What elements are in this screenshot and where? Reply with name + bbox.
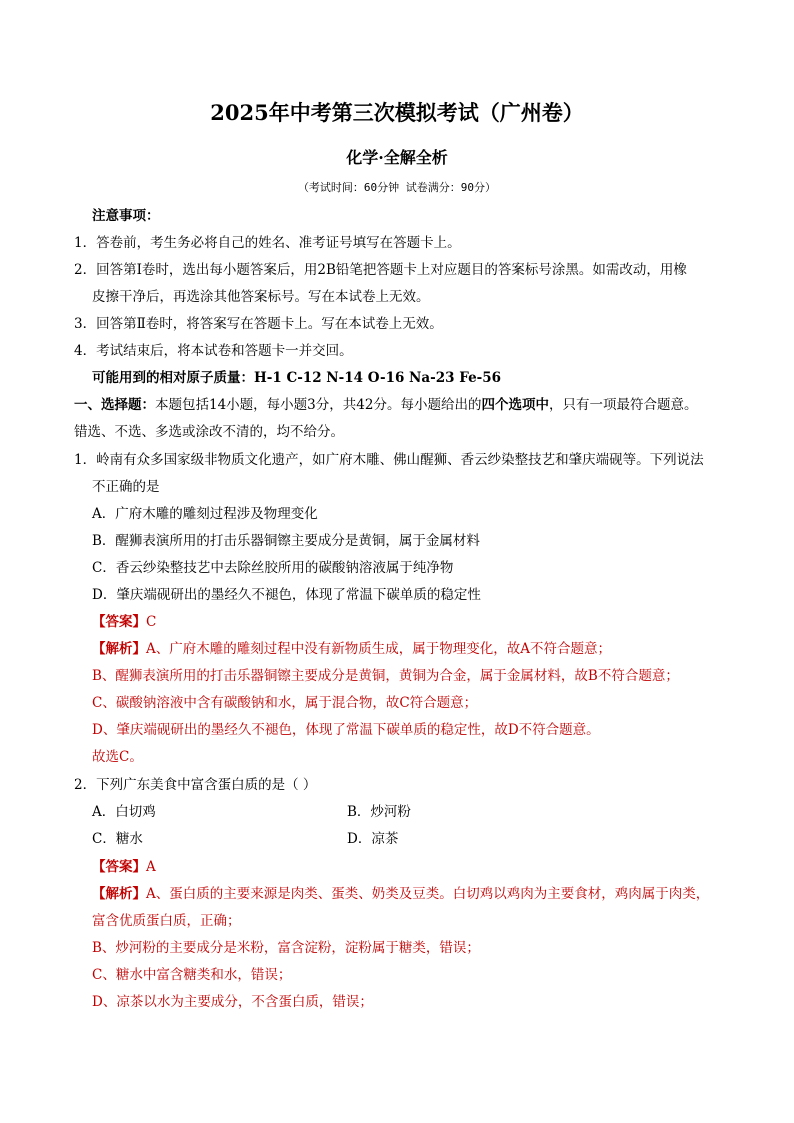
analysis-line	[92, 639, 611, 659]
analysis-tag: 【解析】	[92, 886, 146, 902]
conclusion-line: 故选C。	[92, 749, 143, 765]
section-desc: 本题包括14小题，每小题3分，共42分。每小题给出的	[155, 397, 482, 413]
option-d: D．肇庆端砚研出的墨经久不褪色，体现了常温下碳单质的稳定性	[92, 587, 481, 603]
analysis-line: C、碳酸钠溶液中含有碳酸钠和水，属于混合物，故C符合题意；	[92, 695, 478, 711]
analysis-text: A、广府木雕的雕刻过程中没有新物质生成，属于物理变化，故A不符合题意；	[146, 641, 611, 657]
question-stem: 1．岭南有众多国家级非物质文化遗产，如广府木雕、佛山醒狮、香云纱染整技艺和肇庆端砚等。下列说法	[74, 452, 704, 468]
note-item: 2．回答第Ⅰ卷时，选出每小题答案后，用2B铅笔把答题卡上对应题目的答案标号涂黑。如需改动，用橡	[74, 262, 687, 278]
note-item: 1．答卷前，考生务必将自己的姓名、准考证号填写在答题卡上。	[74, 235, 461, 251]
analysis-line: 富含优质蛋白质，正确；	[92, 913, 241, 929]
exam-info: （考试时间：60分钟 试卷满分：90分）	[297, 181, 497, 194]
page-subtitle: 化学·全解全析	[346, 148, 448, 167]
option-d: D．凉茶	[347, 831, 399, 847]
analysis-tag: 【解析】	[92, 641, 146, 657]
answer-line	[92, 612, 156, 632]
atomic-masses: 可能用到的相对原子质量：H-1 C-12 N-14 O-16 Na-23 Fe-56	[92, 370, 502, 386]
question-stem-cont: 不正确的是	[92, 479, 160, 495]
page-title: 2025年中考第三次模拟考试（广州卷）	[210, 100, 584, 125]
answer-tag: 【答案】	[92, 614, 146, 630]
analysis-line	[92, 884, 709, 904]
note-item: 皮擦干净后，再选涂其他答案标号。写在本试卷上无效。	[92, 289, 430, 305]
question-stem: 2．下列广东美食中富含蛋白质的是（ ）	[74, 777, 317, 793]
analysis-text: A、蛋白质的主要来源是肉类、蛋类、奶类及豆类。白切鸡以鸡肉为主要食材，鸡肉属于肉类，	[146, 886, 710, 902]
note-item: 3．回答第Ⅱ卷时，将答案写在答题卡上。写在本试卷上无效。	[74, 316, 443, 332]
option-a: A．广府木雕的雕刻过程涉及物理变化	[92, 506, 318, 522]
option-c: C．香云纱染整技艺中去除丝胶所用的碳酸钠溶液属于纯净物	[92, 560, 454, 576]
section-heading	[74, 395, 697, 415]
note-item: 4．考试结束后，将本试卷和答题卡一并交回。	[74, 343, 353, 359]
answer-tag: 【答案】	[92, 859, 146, 875]
option-a: A．白切鸡	[92, 804, 156, 820]
notes-heading: 注意事项：	[92, 208, 160, 224]
option-c: C．糖水	[92, 831, 143, 847]
analysis-line: B、醒狮表演所用的打击乐器铜镲主要成分是黄铜，黄铜为合金，属于金属材料，故B不符合题意；	[92, 668, 679, 684]
section-rules: 错选、不选、多选或涂改不清的，均不给分。	[74, 424, 344, 440]
analysis-line: D、凉茶以水为主要成分，不含蛋白质，错误；	[92, 994, 373, 1010]
analysis-line: D、肇庆端砚研出的墨经久不褪色，体现了常温下碳单质的稳定性，故D不符合题意。	[92, 722, 600, 738]
section-title: 一、选择题：	[74, 397, 155, 413]
option-b: B．炒河粉	[347, 804, 411, 820]
answer-value: C	[146, 614, 157, 630]
answer-line	[92, 857, 156, 877]
analysis-line: C、糖水中富含糖类和水，错误；	[92, 967, 292, 983]
section-desc-tail: ，只有一项最符合题意。	[548, 397, 698, 413]
analysis-line: B、炒河粉的主要成分是米粉，富含淀粉，淀粉属于糖类，错误；	[92, 940, 480, 956]
option-b: B．醒狮表演所用的打击乐器铜镲主要成分是黄铜，属于金属材料	[92, 533, 480, 549]
answer-value: A	[146, 859, 156, 875]
section-emphasis: 四个选项中	[481, 397, 549, 413]
